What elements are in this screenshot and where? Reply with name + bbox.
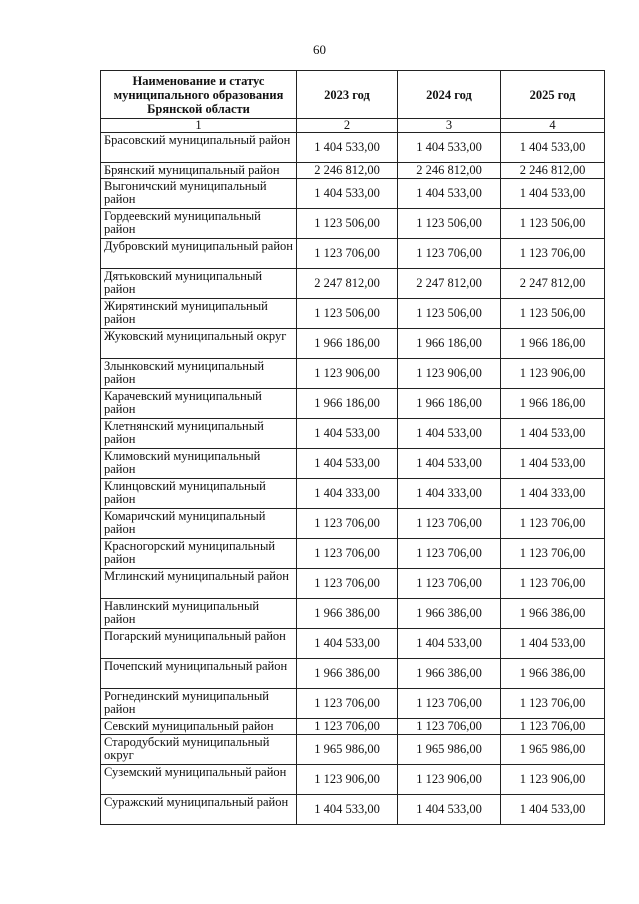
- municipality-name: Комаричский муниципальный район: [101, 509, 297, 539]
- municipality-name: Севский муниципальный район: [101, 719, 297, 735]
- municipality-name: Навлинский муниципальный район: [101, 599, 297, 629]
- municipality-name: Выгоничский муниципальный район: [101, 179, 297, 209]
- municipality-name: Карачевский муниципальный район: [101, 389, 297, 419]
- header-2024: 2024 год: [398, 71, 501, 119]
- value-2025: 1 965 986,00: [501, 735, 605, 765]
- municipality-name: Гордеевский муниципальный район: [101, 209, 297, 239]
- value-2024: 1 966 186,00: [398, 389, 501, 419]
- value-2023: 1 123 706,00: [297, 239, 398, 269]
- value-2025: 1 404 533,00: [501, 629, 605, 659]
- table-row: [101, 509, 605, 539]
- value-2023: 1 404 533,00: [297, 419, 398, 449]
- value-2023: 1 965 986,00: [297, 735, 398, 765]
- value-2025: 1 123 906,00: [501, 359, 605, 389]
- value-2023: 1 404 533,00: [297, 449, 398, 479]
- value-2024: 1 123 506,00: [398, 209, 501, 239]
- value-2025: 1 123 706,00: [501, 239, 605, 269]
- value-2024: 1 123 706,00: [398, 719, 501, 735]
- table-row: [101, 359, 605, 389]
- table-row: [101, 539, 605, 569]
- municipality-name: Климовский муниципальный район: [101, 449, 297, 479]
- table-row: [101, 299, 605, 329]
- value-2025: 1 123 706,00: [501, 719, 605, 735]
- value-2024: 1 966 186,00: [398, 329, 501, 359]
- value-2025: 1 404 533,00: [501, 449, 605, 479]
- value-2024: 1 404 533,00: [398, 795, 501, 825]
- value-2025: 2 247 812,00: [501, 269, 605, 299]
- municipality-name: Стародубский муниципальный округ: [101, 735, 297, 765]
- value-2025: 1 966 186,00: [501, 329, 605, 359]
- value-2023: 1 123 706,00: [297, 719, 398, 735]
- value-2025: 1 123 506,00: [501, 209, 605, 239]
- value-2024: 2 247 812,00: [398, 269, 501, 299]
- value-2025: 1 123 706,00: [501, 509, 605, 539]
- table-row: [101, 133, 605, 163]
- value-2023: 1 404 333,00: [297, 479, 398, 509]
- header-row: [101, 71, 605, 119]
- value-2025: 1 966 186,00: [501, 389, 605, 419]
- value-2023: 1 966 186,00: [297, 389, 398, 419]
- municipality-name: Рогнединский муниципальный район: [101, 689, 297, 719]
- value-2023: 2 246 812,00: [297, 163, 398, 179]
- municipality-name: Почепский муниципальный район: [101, 659, 297, 689]
- value-2024: 1 123 906,00: [398, 765, 501, 795]
- value-2024: 1 404 533,00: [398, 449, 501, 479]
- funding-table: [100, 70, 605, 825]
- value-2024: 1 404 533,00: [398, 419, 501, 449]
- value-2024: 1 966 386,00: [398, 659, 501, 689]
- value-2023: 1 966 386,00: [297, 659, 398, 689]
- value-2023: 1 123 506,00: [297, 209, 398, 239]
- table-row: [101, 269, 605, 299]
- table-row: [101, 629, 605, 659]
- value-2024: 1 123 706,00: [398, 239, 501, 269]
- value-2025: 1 123 706,00: [501, 539, 605, 569]
- table-row: [101, 765, 605, 795]
- municipality-name: Жуковский муниципальный округ: [101, 329, 297, 359]
- value-2023: 1 123 706,00: [297, 689, 398, 719]
- value-2024: 1 123 706,00: [398, 539, 501, 569]
- value-2023: 1 123 706,00: [297, 539, 398, 569]
- column-number: 4: [501, 119, 605, 133]
- value-2025: 1 966 386,00: [501, 599, 605, 629]
- municipality-name: Мглинский муниципальный район: [101, 569, 297, 599]
- table-row: [101, 719, 605, 735]
- value-2025: 1 404 533,00: [501, 795, 605, 825]
- table-row: [101, 179, 605, 209]
- column-number: 3: [398, 119, 501, 133]
- municipality-name: Клинцовский муниципальный район: [101, 479, 297, 509]
- municipality-name: Брасовский муниципальный район: [101, 133, 297, 163]
- municipality-name: Суражский муниципальный район: [101, 795, 297, 825]
- value-2023: 1 404 533,00: [297, 179, 398, 209]
- value-2024: 1 123 706,00: [398, 689, 501, 719]
- table-row: [101, 479, 605, 509]
- value-2024: 2 246 812,00: [398, 163, 501, 179]
- page-number: 60: [313, 42, 326, 57]
- table-row: [101, 329, 605, 359]
- municipality-name: Суземский муниципальный район: [101, 765, 297, 795]
- value-2023: 1 404 533,00: [297, 795, 398, 825]
- value-2023: 1 123 706,00: [297, 569, 398, 599]
- municipality-name: Жирятинский муниципальный район: [101, 299, 297, 329]
- value-2023: 1 123 706,00: [297, 509, 398, 539]
- column-number: 2: [297, 119, 398, 133]
- value-2023: 1 404 533,00: [297, 133, 398, 163]
- municipality-name: Дятьковский муниципальный район: [101, 269, 297, 299]
- value-2024: 1 123 706,00: [398, 509, 501, 539]
- value-2024: 1 404 333,00: [398, 479, 501, 509]
- municipality-name: Погарский муниципальный район: [101, 629, 297, 659]
- value-2023: 1 123 906,00: [297, 765, 398, 795]
- value-2025: 1 123 506,00: [501, 299, 605, 329]
- table-row: [101, 389, 605, 419]
- value-2025: 2 246 812,00: [501, 163, 605, 179]
- table-row: [101, 659, 605, 689]
- table-row: [101, 163, 605, 179]
- table-row: [101, 599, 605, 629]
- value-2023: 1 966 386,00: [297, 599, 398, 629]
- municipality-name: Брянский муниципальный район: [101, 163, 297, 179]
- value-2024: 1 123 906,00: [398, 359, 501, 389]
- value-2024: 1 965 986,00: [398, 735, 501, 765]
- municipality-name: Дубровский муниципальный район: [101, 239, 297, 269]
- value-2025: 1 123 706,00: [501, 689, 605, 719]
- municipality-name: Клетнянский муниципальный район: [101, 419, 297, 449]
- header-2025: 2025 год: [501, 71, 605, 119]
- value-2023: 1 404 533,00: [297, 629, 398, 659]
- value-2023: 1 966 186,00: [297, 329, 398, 359]
- value-2024: 1 123 506,00: [398, 299, 501, 329]
- value-2025: 1 123 706,00: [501, 569, 605, 599]
- municipality-name: Красногорский муниципальный район: [101, 539, 297, 569]
- value-2025: 1 404 333,00: [501, 479, 605, 509]
- table-row: [101, 209, 605, 239]
- column-number-row: [101, 119, 605, 133]
- table-row: [101, 569, 605, 599]
- value-2025: 1 404 533,00: [501, 133, 605, 163]
- table-row: [101, 795, 605, 825]
- value-2025: 1 404 533,00: [501, 419, 605, 449]
- header-municipality: Наименование и статус муниципального образования Брянской области: [101, 71, 297, 119]
- table-row: [101, 239, 605, 269]
- header-2023: 2023 год: [297, 71, 398, 119]
- value-2023: 2 247 812,00: [297, 269, 398, 299]
- value-2024: 1 123 706,00: [398, 569, 501, 599]
- value-2025: 1 404 533,00: [501, 179, 605, 209]
- value-2024: 1 966 386,00: [398, 599, 501, 629]
- value-2024: 1 404 533,00: [398, 179, 501, 209]
- table-row: [101, 419, 605, 449]
- column-number: 1: [101, 119, 297, 133]
- value-2025: 1 123 906,00: [501, 765, 605, 795]
- value-2023: 1 123 506,00: [297, 299, 398, 329]
- table-row: [101, 689, 605, 719]
- value-2025: 1 966 386,00: [501, 659, 605, 689]
- table-row: [101, 449, 605, 479]
- value-2024: 1 404 533,00: [398, 133, 501, 163]
- table-row: [101, 735, 605, 765]
- municipality-name: Злынковский муниципальный район: [101, 359, 297, 389]
- value-2024: 1 404 533,00: [398, 629, 501, 659]
- value-2023: 1 123 906,00: [297, 359, 398, 389]
